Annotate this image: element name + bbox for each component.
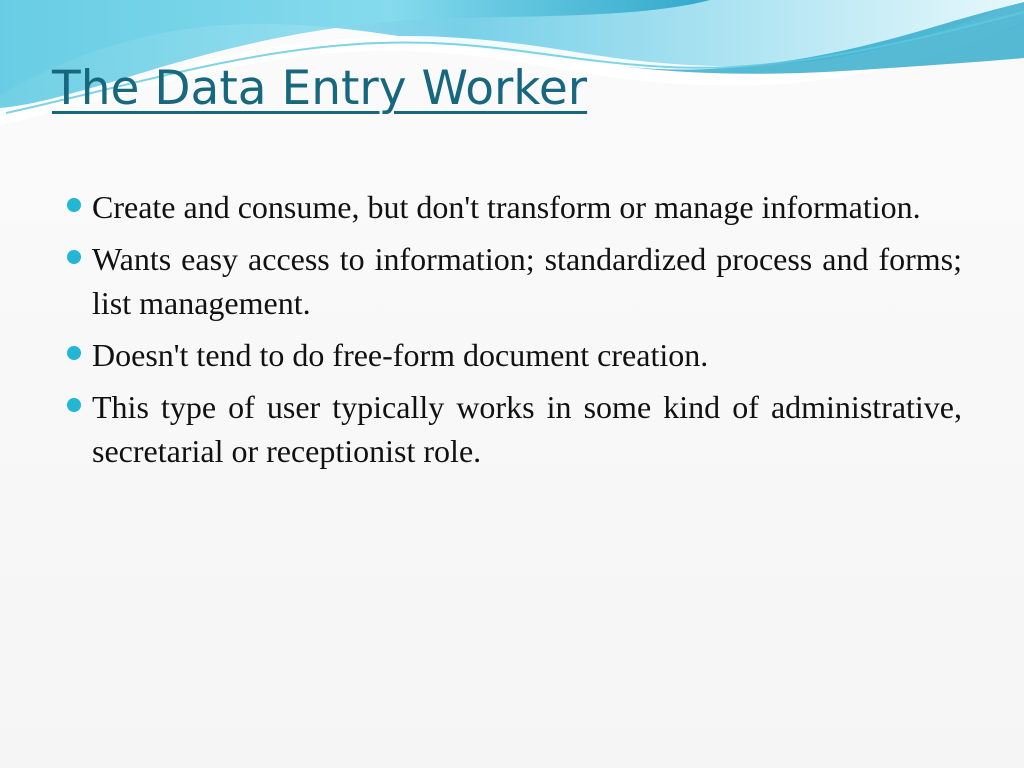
bullet-dot-icon [67,198,81,212]
bullet-item [60,185,962,229]
bullet-item [60,237,962,325]
bullet-item [60,385,962,473]
bullet-text: Wants easy access to information; standardized process and forms; list management. [92,241,962,321]
bullet-dot-icon [67,398,81,412]
bullet-text: Create and consume, but don't transform or manage information. [92,189,921,225]
bullet-text: Doesn't tend to do free-form document creation. [92,337,709,373]
bullet-list [60,185,962,481]
slide-title: The Data Entry Worker [52,61,588,116]
bullet-dot-icon [67,346,81,360]
bullet-item [60,333,962,377]
bullet-text: This type of user typically works in some kind of administrative, secretarial or receptionist role. [92,389,962,469]
bullet-dot-icon [67,250,81,264]
